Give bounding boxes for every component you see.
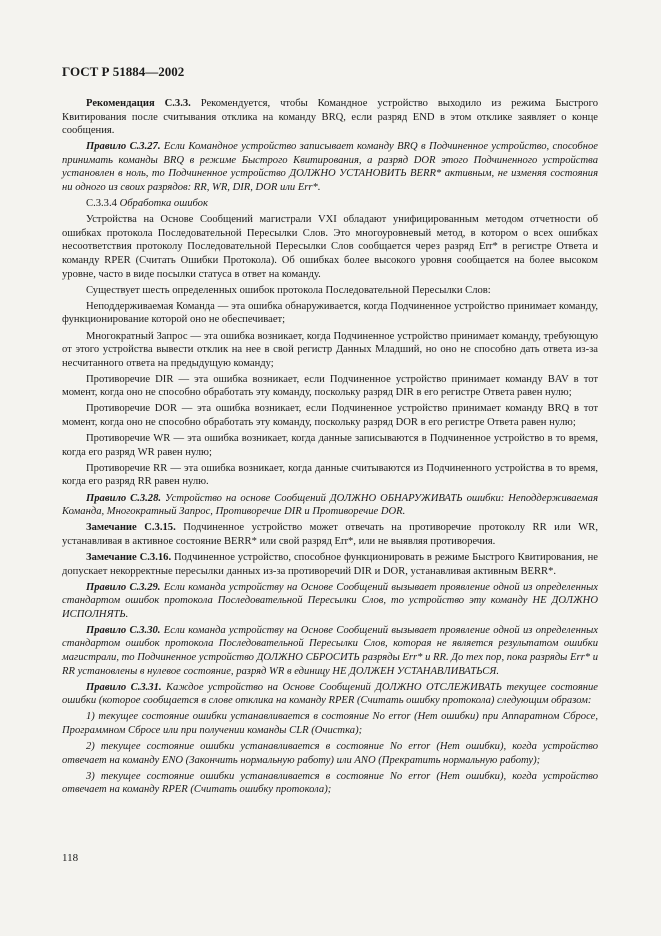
paragraph-text: Устройства на Основе Сообщений магистрали VXI обладают унифицированным методом отчетности об ошибках протокола Последовательной Пересылки Слов. Это многоуровневый метод, в котором о всех ошибках несоответствия протоколу Последовательной Пересылки Слов сообщается через разряд Err* в регистре Ответа и команду RPER (Считать Ошибки Протокола). Об ошибках более высокого уровня сообщается на более высоком уровне, часто в виде посылки статуса в ответ на команду. — [62, 214, 598, 280]
paragraph — [62, 432, 598, 459]
paragraph-text: Противоречие DIR — эта ошибка возникает, если Подчиненное устройство принимает команду BAV в тот момент, когда оно не способно обработать эту команду, поскольку разряд DIR в его регистре Ответа равен нулю; — [62, 373, 598, 399]
paragraph — [62, 521, 598, 548]
paragraph-text: Подчиненное устройство, способное функционировать в режиме Быстрого Квитирования, не допускает некорректные пересылки данных из-за противоречий DIR и DOR, устанавливая активным BERR*. — [62, 551, 598, 577]
paragraph-lead: Правило С.3.27. — [86, 141, 161, 153]
paragraph-text: Подчиненное устройство может отвечать на противоречие протоколу RR или WR, устанавливая в активное состояние BERR* или свой разряд Err*, или не выявляя противоречия. — [62, 522, 598, 547]
paragraph — [62, 284, 598, 298]
paragraph-lead: Замечание С.3.16. — [86, 551, 172, 563]
paragraph-lead: Правило С.3.31. — [86, 681, 162, 693]
paragraph — [62, 373, 598, 400]
paragraph — [62, 624, 598, 678]
paragraph — [62, 197, 598, 211]
paragraph — [62, 462, 598, 489]
paragraph-lead: Правило С.3.28. — [86, 492, 162, 504]
paragraph — [62, 681, 598, 708]
paragraph — [62, 710, 598, 737]
paragraph-text: Если команда устройству на Основе Сообщений вызывает проявление одной из определенных стандартом ошибок протокола Последовательной Пересылки Слов, которая не является результатом ошибки магистрали, то Подчиненное устройство ДОЛЖНО СБРОСИТЬ разряды Err* и RR. До тех пор, пока разряды Err* и RR установлены в нулевое состояние, разряд WR в единицу НЕ ДОЛЖЕН УСТАНАВЛИВАТЬСЯ. — [62, 624, 598, 677]
paragraph — [62, 300, 598, 327]
paragraph-text: 1) текущее состояние ошибки устанавливается в состояние No error (Нет ошибки) при Аппаратном Сбросе, Программном Сбросе или при получении команды CLR (Очистка); — [62, 711, 598, 737]
page-header: ГОСТ Р 51884—2002 — [62, 64, 185, 79]
paragraph — [62, 492, 598, 519]
paragraph-text: Обработка ошибок — [119, 198, 208, 210]
paragraph — [62, 140, 598, 194]
paragraph — [62, 770, 598, 797]
paragraph — [62, 581, 598, 622]
paragraph — [62, 551, 598, 578]
paragraph-text: Неподдерживаемая Команда — эта ошибка обнаруживается, когда Подчиненное устройство принимает команду, функционирование которой оно не обеспечивает; — [62, 300, 598, 326]
paragraph-text: Многократный Запрос — эта ошибка возникает, когда Подчиненное устройство принимает команду, требующую от этого устройства вывести отклик на нее в свой регистр Данных Младший, но оно не способно дать ответа из-за несчитанного ответа на предыдущую команду; — [62, 330, 598, 369]
paragraph-lead: Замечание С.3.15. — [86, 522, 176, 534]
paragraph-text: Если команда устройству на Основе Сообщений вызывает проявление одной из определенных стандартом ошибок протокола Последовательной Пересылки Слов, то устройство эту команду НЕ ДОЛЖНО ИСПОЛНЯТЬ. — [62, 581, 598, 620]
paragraph-lead: С.3.3.4 — [86, 198, 120, 210]
document-body — [62, 97, 598, 800]
paragraph-text: 2) текущее состояние ошибки устанавливается в состояние No error (Нет ошибки), когда устройство отвечает на команду ENO (Закончить нормальную работу) или ANO (Прекратить нормальную работу); — [62, 741, 598, 766]
paragraph-text: 3) текущее состояние ошибки устанавливается в состояние No error (Нет ошибки), когда устройство отвечает на команду RPER (Считать ошибку протокола); — [62, 770, 598, 796]
page-number: 118 — [62, 852, 79, 864]
paragraph-text: Устройство на основе Сообщений ДОЛЖНО ОБНАРУЖИВАТЬ ошибки: Неподдерживаемая Команда, Многократный Запрос, Противоречие DIR и Противоречие DOR. — [62, 492, 599, 518]
paragraph — [62, 740, 598, 767]
paragraph-lead: Правило С.3.29. — [86, 581, 161, 593]
paragraph — [62, 402, 598, 429]
paragraph-text: Рекомендуется, чтобы Командное устройство выходило из режима Быстрого Квитирования после считывания отклика на команду BRQ, если разряд END в этом отклике заявляет о конце сообщения. — [62, 98, 598, 137]
paragraph — [62, 330, 598, 371]
paragraph-text: Противоречие DOR — эта ошибка возникает, если Подчиненное устройство принимает команду BRQ в тот момент, когда оно не способно обработать эту команду, поскольку разряд DOR в его регистре Ответа равен нулю; — [62, 403, 598, 429]
paragraph-lead: Рекомендация С.3.3. — [86, 98, 191, 109]
paragraph-text: Если Командное устройство записывает команду BRQ в Подчиненное устройство, способное принимать команды BRQ в режиме Быстрого Квитирования, а разряд DOR этого Подчиненного устройства установлен в ноль, то Подчиненное устройство ДОЛЖНО УСТАНОВИТЬ BERR* активным, не изменяя состояния ни одного из своих разрядов: RR, WR, DIR, DOR или Err*. — [62, 141, 599, 194]
paragraph-text: Противоречие WR — эта ошибка возникает, когда данные записываются в Подчиненное устройство в то время, когда его разряд WR равен нулю; — [62, 433, 598, 458]
paragraph-text: Противоречие RR — эта ошибка возникает, когда данные считываются из Подчиненного устройства в то время, когда его разряд RR равен нулю. — [62, 462, 598, 488]
paragraph-text: Каждое устройство на Основе Сообщений ДОЛЖНО ОТСЛЕЖИВАТЬ текущее состояние ошибки (которое сообщается в слове отклика на команду RPER (Считать ошибку протокола) следующим образом: — [62, 681, 599, 707]
paragraph-text: Существует шесть определенных ошибок протокола Последовательной Пересылки Слов: — [86, 284, 491, 296]
paragraph — [62, 97, 598, 138]
paragraph-lead: Правило С.3.30. — [86, 624, 161, 636]
paragraph — [62, 213, 598, 281]
